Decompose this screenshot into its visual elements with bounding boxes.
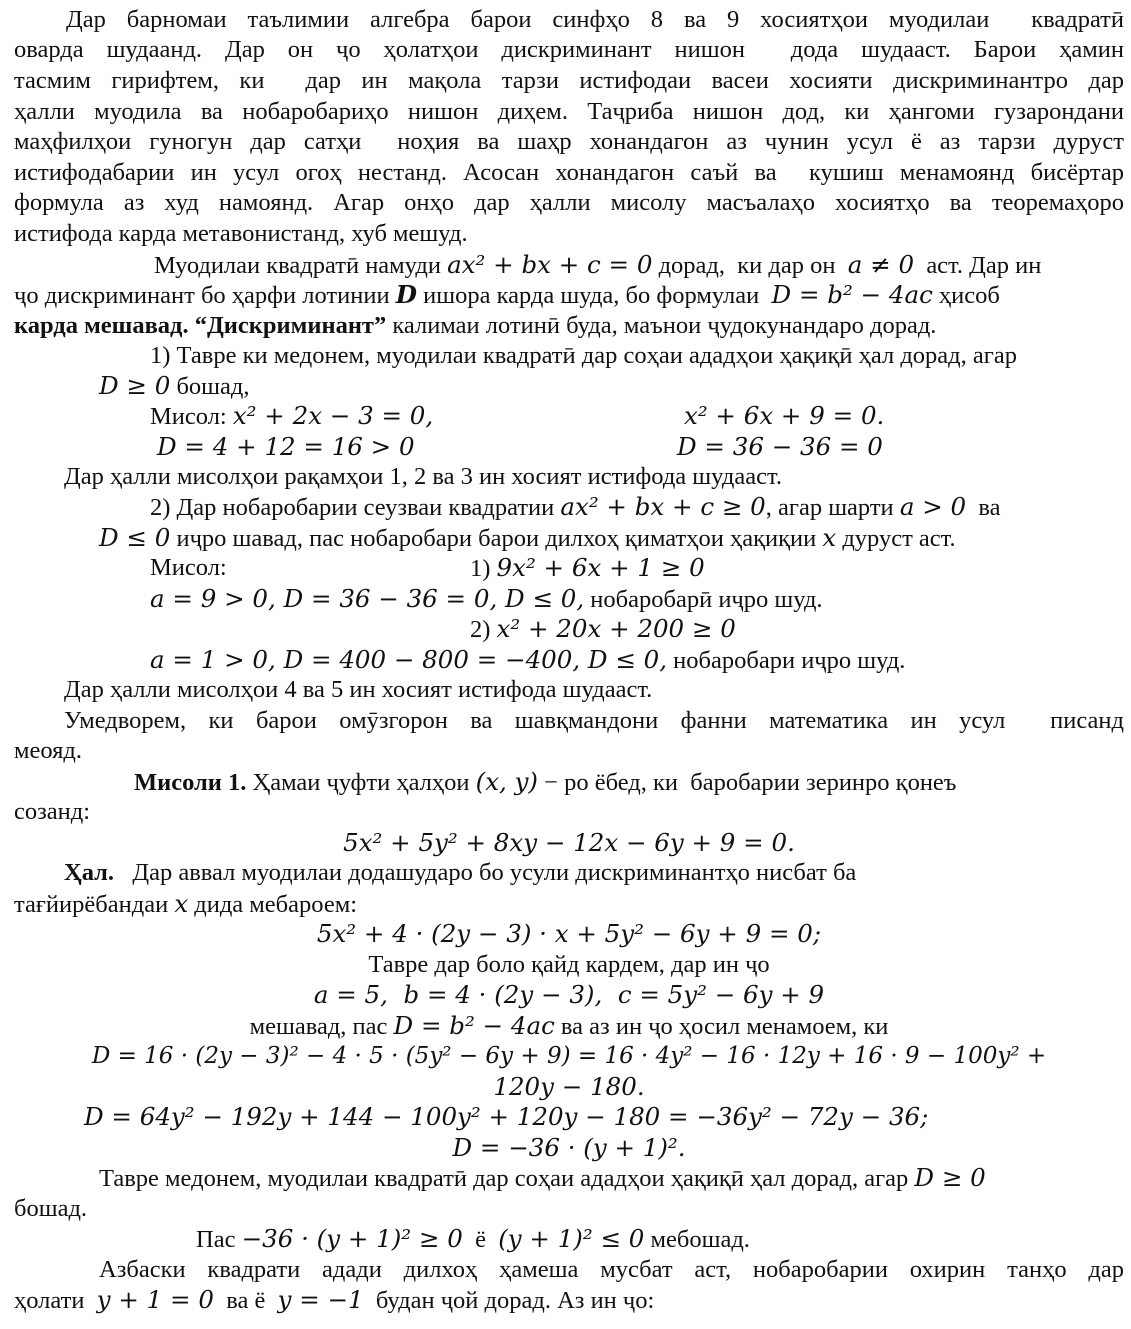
prop2-line-1: 2) Дар нобаробарии сеузваи квадратии ax² + bx + c ≥ 0, агар шарти a > 0 ва bbox=[150, 492, 1001, 521]
intro-line-5: маҳфилҳои гуногун дар сатҳи ноҳия ва шаҳр хонандагон аз чунин усул ё аз тарзи дуруст bbox=[14, 128, 1124, 155]
solution-text-3-cont: бошад. bbox=[14, 1195, 88, 1222]
solution-line-1: Ҳал. Дар аввал муодилаи додашударо бо усули дискриминантҳо нисбат ба bbox=[64, 859, 857, 886]
solution-eq-4: D = −36 · (y + 1)². bbox=[452, 1133, 686, 1162]
prop2-example-1: 1) 9x² + 6x + 1 ≥ 0 bbox=[470, 553, 705, 582]
intro-line-1: Дар барномаи таълимии алгебра барои синфҳо 8 ва 9 хосиятҳои муодилаи квадратӣ bbox=[66, 6, 1124, 33]
solution-text-4: Пас −36 · (y + 1)² ≥ 0 ё (y + 1)² ≤ 0 мебошад. bbox=[196, 1224, 750, 1253]
solution-text-3: Тавре медонем, муодилаи квадратӣ дар соҳаи ададҳои ҳақиқӣ ҳал дорад, агар D ≥ 0 bbox=[99, 1163, 986, 1192]
definition-line-2: ҷо дискриминант бо ҳарфи лотинии D ишора карда шуда, бо формулаи D = b² − 4ac ҳисоб bbox=[14, 280, 1000, 309]
prop2-note: Дар ҳалли мисолҳои 4 ва 5 ин хосият истифода шудааст. bbox=[64, 676, 653, 703]
solution-eq-1: 5x² + 4 · (2y − 3) · x + 5y² − 6y + 9 = 0; bbox=[316, 919, 822, 948]
solution-text-6: ҳолати y + 1 = 0 ва ё y = −1 будан ҷой дорад. Аз ин ҷо: bbox=[14, 1285, 655, 1314]
prop1-discriminant-1: D = 4 + 12 = 16 > 0 bbox=[157, 432, 415, 461]
prop1-example-2: x² + 6x + 9 = 0. bbox=[684, 401, 885, 430]
prop1-example-1: Мисол: x² + 2x − 3 = 0, bbox=[150, 401, 434, 430]
solution-text-1: Тавре дар боло қайд кардем, дар ин ҷо bbox=[368, 951, 770, 978]
prop2-example-2-calc: a = 1 > 0, D = 400 − 800 = −400, D ≤ 0, нобаробари иҷро шуд. bbox=[150, 645, 906, 674]
example1-line-1: Мисоли 1. Ҳамаи ҷуфти ҳалҳои (x, y) − ро ёбед, ки баробарии зеринро қонеъ bbox=[134, 767, 957, 796]
prop1-line-1: 1) Тавре ки медонем, муодилаи квадратӣ дар соҳаи ададҳои ҳақиқӣ ҳал дорад, агар bbox=[150, 342, 1017, 369]
definition-line-3: карда мешавад. “Дискриминант” калимаи лотинӣ буда, маънои ҷудокунандаро дорад. bbox=[14, 312, 937, 339]
prop2-example-label: Мисол: bbox=[150, 554, 227, 581]
prop1-discriminant-2: D = 36 − 36 = 0 bbox=[677, 432, 883, 461]
definition-line-1: Муодилаи квадратӣ намуди ax² + bx + c = 0 дорад, ки дар он a ≠ 0 аст. Дар ин bbox=[154, 250, 1042, 279]
prop1-line-2: D ≥ 0 бошад, bbox=[99, 371, 250, 400]
intro-line-7: формула аз худ намоянд. Агар онҳо дар ҳалли мисолу масъалаҳо хосиятҳо ва теоремаҳоро bbox=[14, 189, 1124, 216]
solution-coefficients: a = 5, b = 4 · (2y − 3), c = 5y² − 6y + 9 bbox=[313, 980, 825, 1009]
intro-line-4: ҳалли муодила ва нобаробариҳо нишон диҳем. Таҷриба нишон дод, ки ҳангоми гузарондани bbox=[14, 98, 1124, 125]
solution-text-5: Азбаски квадрати адади дилхоҳ ҳамеша мусбат аст, нобаробарии охирин танҳо дар bbox=[99, 1256, 1124, 1283]
solution-eq-3: D = 64y² − 192y + 144 − 100y² + 120y − 180 = −36y² − 72y − 36; bbox=[84, 1102, 929, 1131]
intro-line-2: оварда шудаанд. Дар он ҷо ҳолатҳои дискриминант нишон дода шудааст. Барои ҳамин bbox=[14, 36, 1124, 63]
prop2-example-1-calc: a = 9 > 0, D = 36 − 36 = 0, D ≤ 0, нобаробарӣ иҷро шуд. bbox=[150, 584, 823, 613]
intro-line-8: истифода карда метавонистанд, хуб мешуд. bbox=[14, 220, 468, 247]
intro-line-3: тасмим гирифтем, ки дар ин мақола тарзи истифодаи васеи хосияти дискриминантро дар bbox=[14, 67, 1124, 94]
example1-line-2: созанд: bbox=[14, 798, 91, 825]
solution-line-2: тағйирёбандаи x дида мебароем: bbox=[14, 889, 358, 918]
example1-equation: 5x² + 5y² + 8xy − 12x − 6y + 9 = 0. bbox=[343, 828, 795, 857]
prop2-example-2: 2) x² + 20x + 200 ≥ 0 bbox=[470, 614, 736, 643]
solution-eq-2: D = 16 · (2y − 3)² − 4 · 5 · (5y² − 6y + 9) = 16 · 4y² − 16 · 12y + 16 · 9 − 100y² + bbox=[91, 1043, 1047, 1069]
closing-line-1: Умедворем, ки барои омӯзгорон ва шавқмандони фанни математика ин усул писанд bbox=[64, 707, 1124, 734]
example1-title: Мисоли 1. bbox=[134, 769, 247, 796]
solution-text-2: мешавад, пас D = b² − 4ac ва аз ин ҷо ҳосил менамоем, ки bbox=[249, 1011, 889, 1040]
prop1-note: Дар ҳалли мисолҳои рақамҳои 1, 2 ва 3 ин хосият истифода шудааст. bbox=[64, 463, 782, 490]
closing-line-2: меояд. bbox=[14, 737, 83, 764]
prop2-line-2: D ≤ 0 иҷро шавад, пас нобаробари барои дилхоҳ қиматҳои ҳақиқии x дуруст аст. bbox=[99, 523, 956, 552]
solution-label: Ҳал. bbox=[64, 859, 115, 886]
solution-eq-2-cont: 120y − 180. bbox=[493, 1072, 645, 1101]
intro-line-6: истифодабарии ин усул огоҳ нестанд. Асосан хонандагон саъй ва кушиш менамоянд бисёртар bbox=[14, 159, 1124, 186]
